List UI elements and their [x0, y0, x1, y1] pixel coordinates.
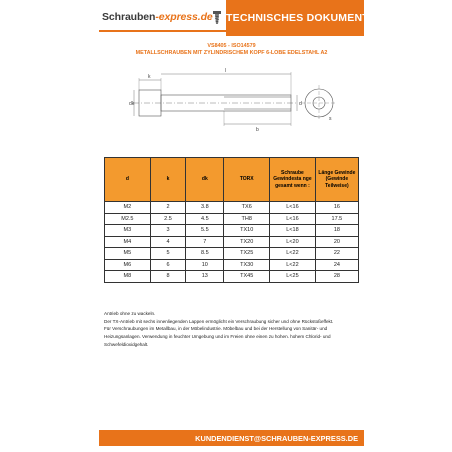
table-row — [105, 259, 359, 271]
table-cell: 17.5 — [315, 213, 358, 225]
product-code: VS8405 - ISO14579 — [207, 43, 256, 49]
table-cell: M2 — [105, 202, 151, 214]
table-cell: L<22 — [270, 248, 316, 260]
table-cell: 2.5 — [150, 213, 186, 225]
table-body — [105, 202, 359, 283]
screw-logo-icon — [211, 11, 223, 25]
table-cell: 24 — [315, 259, 358, 271]
col-header-full-thread: Schraube Gewindesta nge gesamt wenn : — [270, 158, 316, 202]
table-cell: 22 — [315, 248, 358, 260]
table-cell: 2 — [150, 202, 186, 214]
logo-part2: -express.de — [155, 11, 213, 23]
product-notes — [104, 310, 360, 349]
table-cell: 4 — [150, 236, 186, 248]
table-cell: 5 — [150, 248, 186, 260]
table-cell: 8 — [150, 271, 186, 283]
table-cell: TX30 — [224, 259, 270, 271]
table-row — [105, 213, 359, 225]
table-cell: L<22 — [270, 259, 316, 271]
table-cell: 18 — [315, 225, 358, 237]
dimensions-table — [104, 157, 359, 283]
table-cell: TX10 — [224, 225, 270, 237]
product-description: METALLSCHRAUBEN MIT ZYLINDRISCHEM KOPF 6-LOBE EDELSTAHL A2 — [135, 50, 328, 56]
table-cell: M4 — [105, 236, 151, 248]
document-page — [99, 0, 369, 452]
table-cell: 8.5 — [186, 248, 224, 260]
label-dk: dk — [129, 101, 135, 107]
table-cell: M3 — [105, 225, 151, 237]
table-cell: L<20 — [270, 236, 316, 248]
table-cell: 13 — [186, 271, 224, 283]
header — [99, 0, 369, 36]
note-line: Antrieb ohne zu wackeln. — [104, 311, 156, 316]
table-cell: M5 — [105, 248, 151, 260]
customer-service-email[interactable]: KUNDENDIENST@SCHRAUBEN-EXPRESS.DE — [195, 434, 358, 443]
table-cell: TX45 — [224, 271, 270, 283]
table-cell: 5.5 — [186, 225, 224, 237]
table-row — [105, 248, 359, 260]
table-cell: 4.5 — [186, 213, 224, 225]
table-row — [105, 225, 359, 237]
table-cell: L<25 — [270, 271, 316, 283]
table-cell: 3 — [150, 225, 186, 237]
table-cell: M6 — [105, 259, 151, 271]
screw-technical-drawing — [129, 66, 339, 138]
header-accent-line — [99, 30, 226, 32]
note-line: Der TX-Antrieb mit sechs innenliegenden Lappen ermöglicht ein Verschraubung sicher und ohne Rückstoßeffekt. — [104, 318, 334, 324]
label-s: s — [329, 116, 332, 122]
table-cell: 28 — [315, 271, 358, 283]
table-cell: M2.5 — [105, 213, 151, 225]
label-d: d — [299, 101, 302, 107]
table-cell: L<16 — [270, 202, 316, 214]
table-cell: TH8 — [224, 213, 270, 225]
logo — [99, 5, 224, 30]
col-header-torx: TORX — [224, 158, 270, 202]
table-header-row — [105, 158, 359, 202]
table-cell: M8 — [105, 271, 151, 283]
label-k: k — [148, 74, 151, 80]
col-header-thread-length: Länge Gewinde (Gewinde Teilweise) — [315, 158, 358, 202]
footer-banner — [99, 430, 364, 446]
label-b: b — [256, 127, 259, 133]
table-cell: 20 — [315, 236, 358, 248]
label-l: l — [225, 68, 227, 74]
table-cell: 3.8 — [186, 202, 224, 214]
col-header-k: k — [150, 158, 186, 202]
table-cell: 7 — [186, 236, 224, 248]
table-cell: TX6 — [224, 202, 270, 214]
table-row — [105, 271, 359, 283]
logo-text — [102, 11, 213, 23]
table-cell: TX25 — [224, 248, 270, 260]
table-cell: L<18 — [270, 225, 316, 237]
table-cell: 10 — [186, 259, 224, 271]
table-row — [105, 202, 359, 214]
table-cell: TX20 — [224, 236, 270, 248]
table-cell: L<16 — [270, 213, 316, 225]
table-row — [105, 236, 359, 248]
table-cell: 16 — [315, 202, 358, 214]
logo-part1: Schrauben — [102, 11, 156, 23]
note-line: Für Verschraubungen im Metallbau, in der Möbelindustrie. Möbelbau und bei der Herstellung von Sanitär- und Heizungsanlagen. Verwendung in feuchter Umgebung und im Freien ohne einen zu hohen. hohem Chlorid- und Schwefeldioxidgehalt. — [104, 326, 331, 347]
col-header-dk: dk — [186, 158, 224, 202]
title-banner — [226, 0, 369, 36]
col-header-d: d — [105, 158, 151, 202]
doc-title: TECHNISCHES DOKUMENT — [226, 12, 369, 24]
table-cell: 6 — [150, 259, 186, 271]
